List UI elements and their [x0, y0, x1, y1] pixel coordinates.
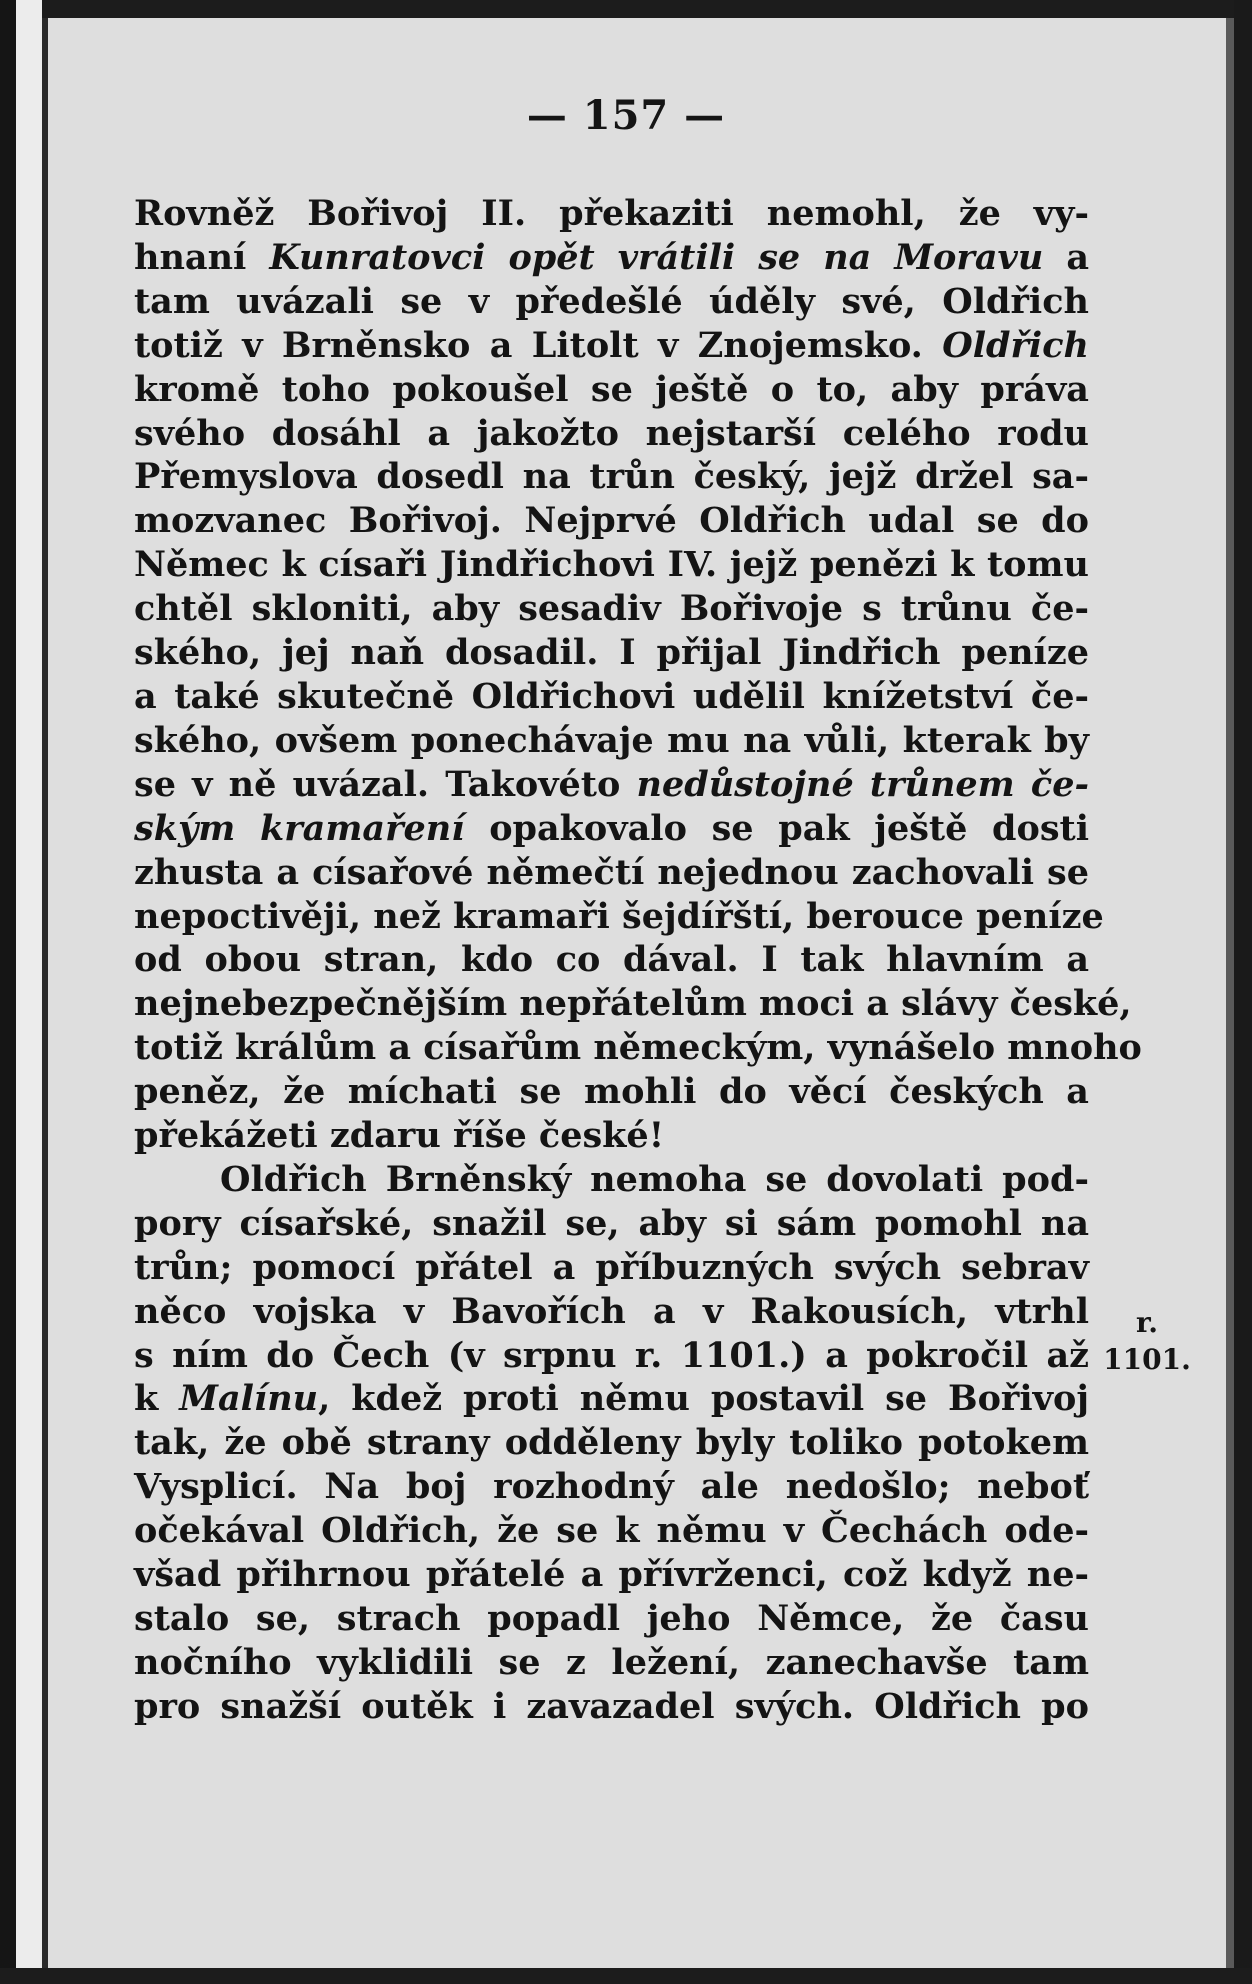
text-line: překážeti zdaru říše české! — [134, 1115, 665, 1157]
text-line: hnaní Kunratovci opět vrátili se na Moravu a — [134, 236, 1089, 278]
text-line: chtěl skloniti, aby sesadiv Bořivoje s trůnu če- — [134, 588, 1089, 630]
text-line: nepoctivěji, než kramaři šejdířští, berouce peníze — [134, 895, 1104, 937]
text-line: totiž králům a císařům německým, vynášelo mnoho — [134, 1027, 1142, 1069]
text-line: s ním do Čech (v srpnu r. 1101.) a pokročil až — [134, 1334, 1089, 1376]
text-line: pory císařské, snažil se, aby si sám pomohl na — [134, 1202, 1089, 1244]
text-line: mozvanec Bořivoj. Nejprvé Oldřich udal se do — [134, 500, 1089, 542]
book-binding-edge — [42, 18, 48, 1968]
scan-border-bottom — [0, 1968, 1252, 1984]
scan-border-right — [1234, 0, 1252, 1984]
text-line: zhusta a císařové němečtí nejednou zachovali se — [134, 851, 1089, 893]
marginal-note-year: 1101. — [1103, 1343, 1191, 1376]
text-line: stalo se, strach popadl jeho Němce, že času — [134, 1598, 1089, 1639]
text-line: k Malínu, kdež proti němu postavil se Bořivoj — [134, 1378, 1090, 1420]
text-line: Oldřich Brněnský nemoha se dovolati pod- — [220, 1158, 1089, 1200]
marginal-note-label: r. — [1136, 1306, 1158, 1339]
page-edge-shadow — [1226, 18, 1234, 1968]
text-line: Rovněž Bořivoj II. překaziti nemohl, že vy- — [134, 193, 1089, 234]
body-text — [134, 192, 1142, 1729]
text-line: od obou stran, kdo co dával. I tak hlavním a — [134, 939, 1089, 981]
text-line: tak, že obě strany odděleny byly toliko potokem — [134, 1422, 1089, 1464]
text-line: tam uvázali se v předešlé úděly své, Oldřich — [134, 280, 1089, 322]
text-line: Přemyslova dosedl na trůn český, jejž držel sa- — [134, 456, 1089, 498]
text-line: nočního vyklidili se z ležení, zanechavše tam — [134, 1641, 1089, 1683]
text-line: Němec k císaři Jindřichovi IV. jejž penězi k tomu — [134, 544, 1089, 586]
text-line: Vysplicí. Na boj rozhodný ale nedošlo; neboť — [134, 1466, 1089, 1508]
text-line: trůn; pomocí přátel a příbuzných svých sebrav — [134, 1246, 1089, 1288]
text-line: se v ně uvázal. Takovéto nedůstojné trůnem če- — [134, 763, 1089, 805]
text-line: nejnebezpečnějším nepřátelům moci a slávy české, — [134, 983, 1132, 1025]
page-number: — 157 — — [526, 92, 726, 139]
scan-border-left — [0, 0, 16, 1984]
text-line: ského, ovšem ponechávaje mu na vůli, kterak by — [134, 719, 1089, 761]
text-line: ského, jej naň dosadil. I přijal Jindřich peníze — [134, 632, 1089, 674]
text-line: pro snažší outěk i zavazadel svých. Oldřich po — [134, 1685, 1089, 1727]
text-line: ským kramaření opakovalo se pak ještě dosti — [134, 807, 1090, 849]
text-line: očekával Oldřich, že se k němu v Čechách ode- — [134, 1510, 1089, 1552]
text-line: něco vojska v Bavořích a v Rakousích, vtrhl — [134, 1290, 1089, 1332]
scan-margin-left — [16, 0, 42, 1984]
scan-border-top — [0, 0, 1252, 18]
text-line: svého dosáhl a jakožto nejstarší celého rodu — [134, 412, 1089, 454]
text-line: a také skutečně Oldřichovi udělil knížetství če- — [134, 675, 1089, 717]
text-line: peněz, že míchati se mohli do věcí českých a — [134, 1071, 1089, 1113]
text-line: všad přihrnou přátelé a přívrženci, což když ne- — [134, 1554, 1089, 1596]
text-line: kromě toho pokoušel se ještě o to, aby práva — [134, 368, 1089, 410]
text-line: totiž v Brněnsko a Litolt v Znojemsko. Oldřich — [134, 324, 1089, 366]
